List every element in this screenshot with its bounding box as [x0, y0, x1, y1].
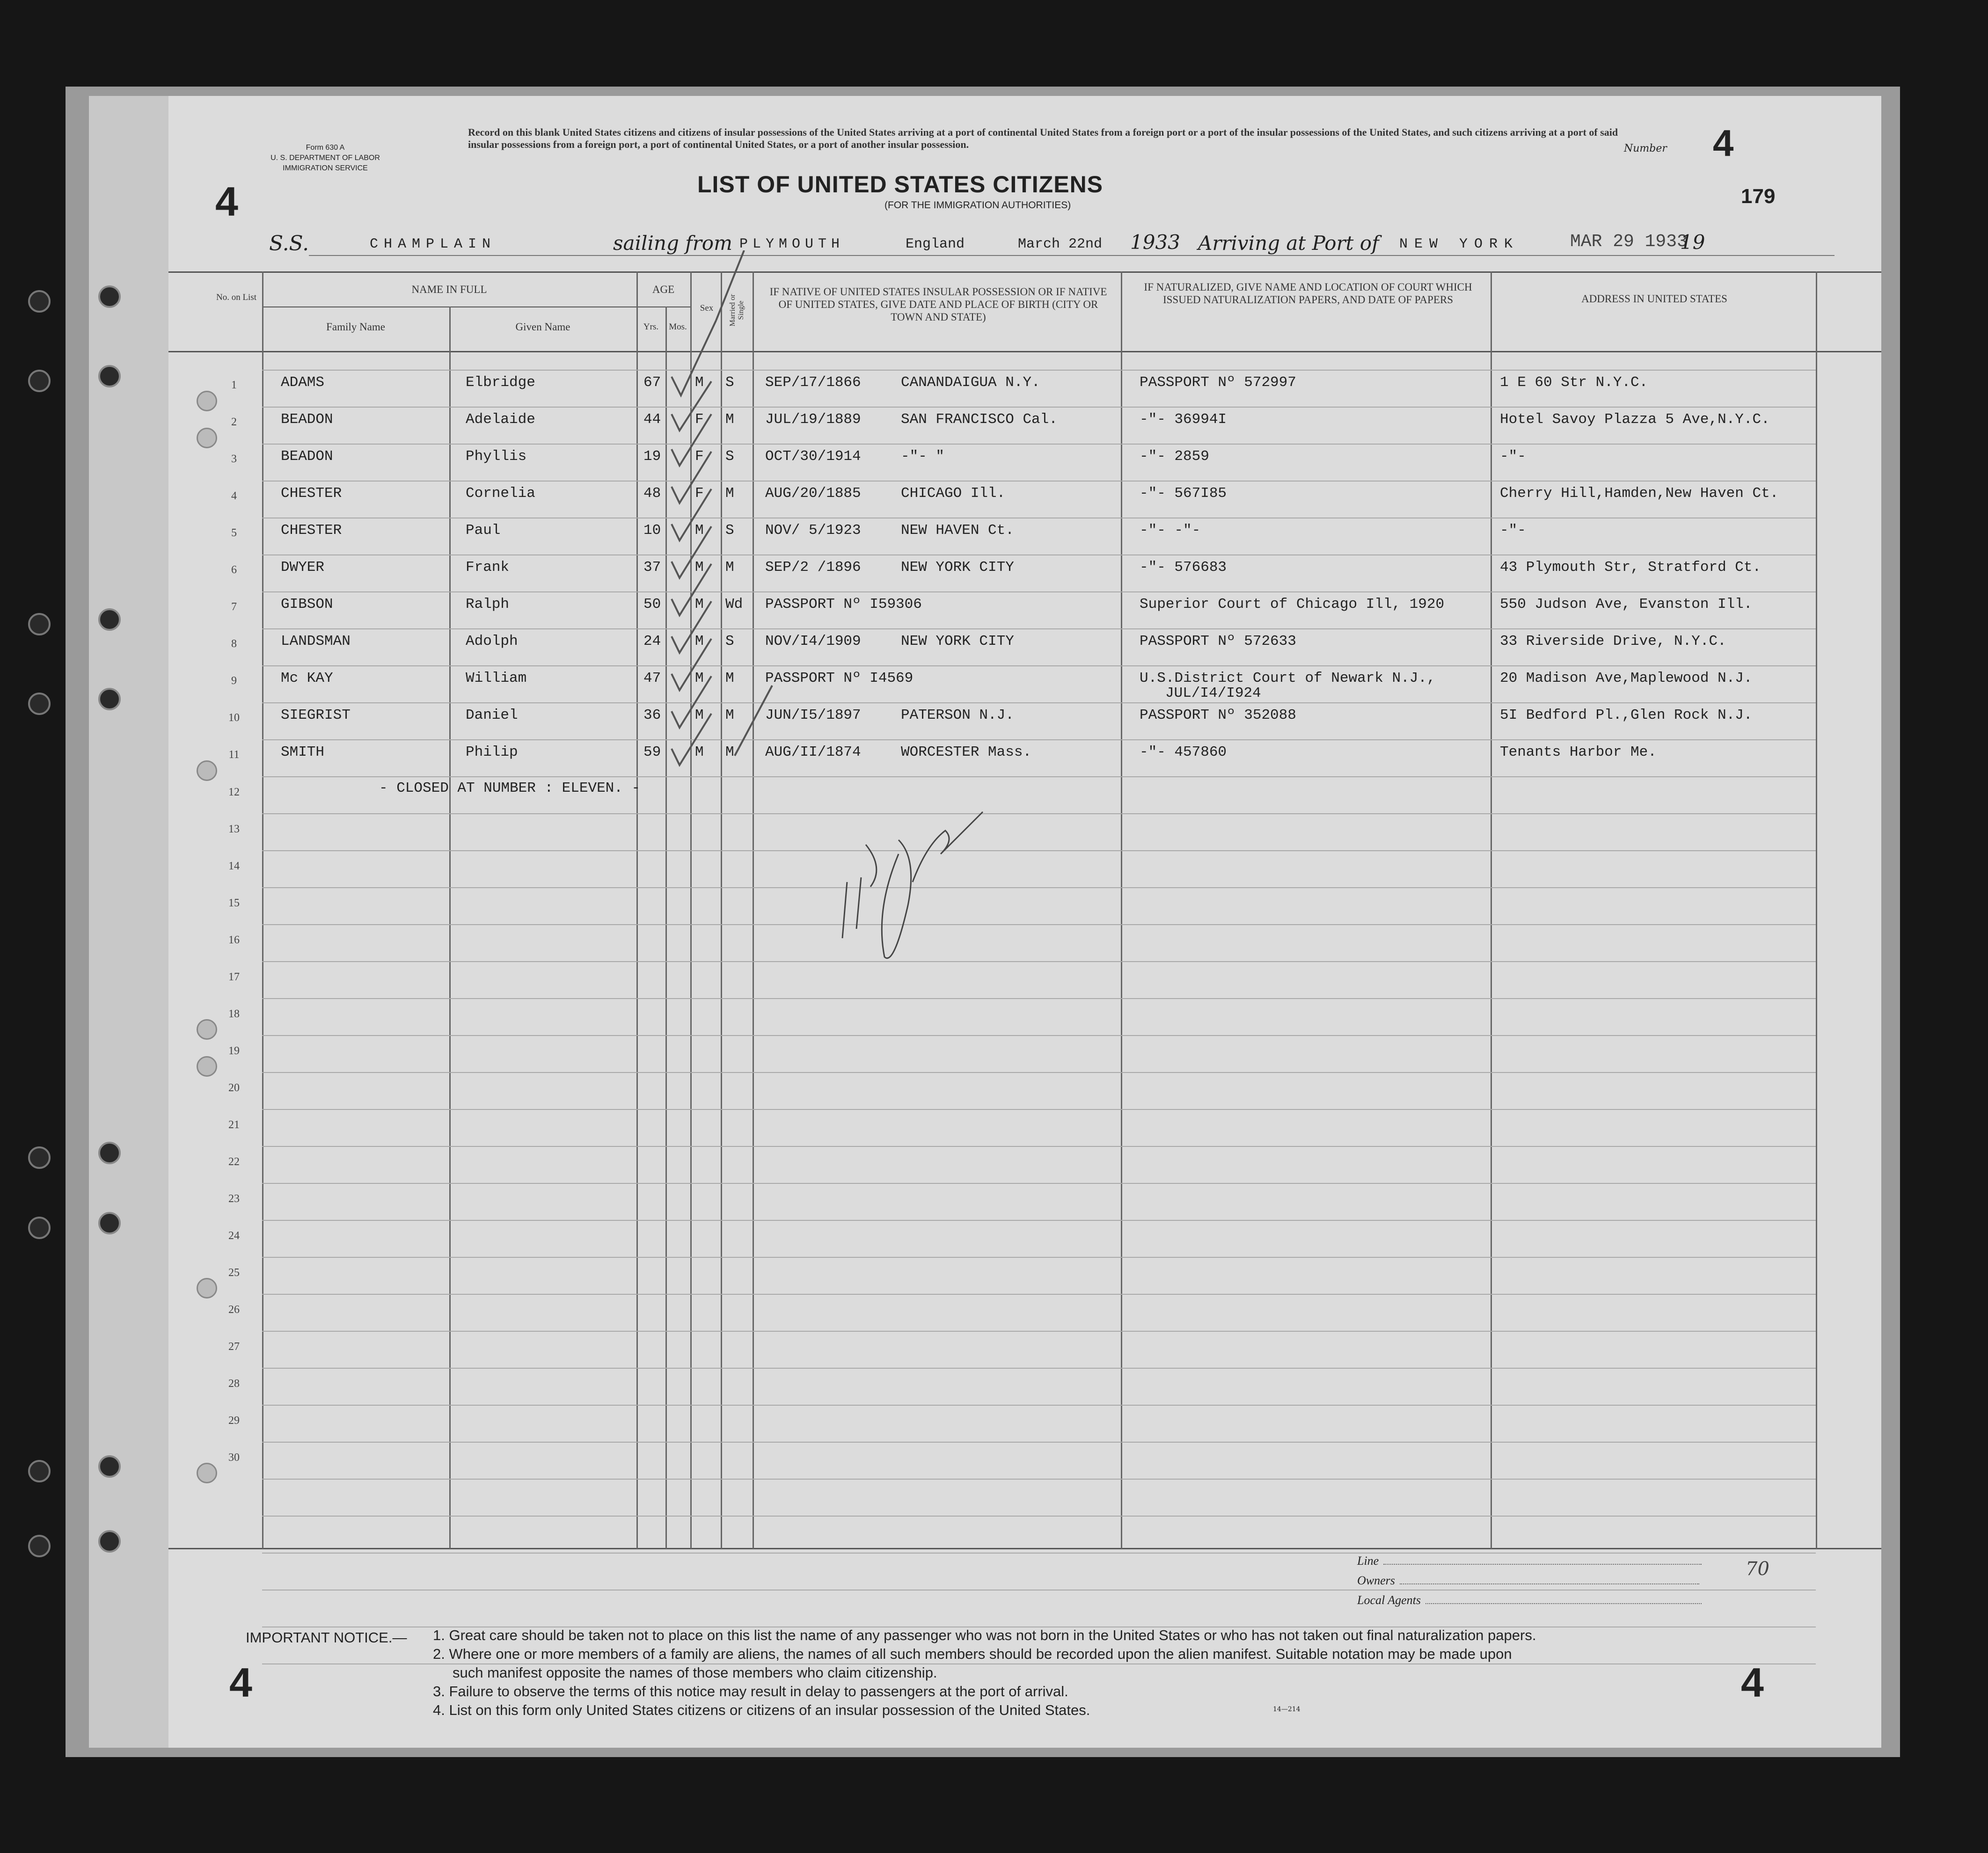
- header-birth: IF NATIVE OF UNITED STATES INSULAR POSSESSION OR IF NATIVE OF UNITED STATES, GIVE DATE AND PLACE OF BIRTH (CITY OR TOWN AND STATE): [769, 286, 1107, 323]
- field-owners-label: Owners: [1357, 1574, 1395, 1587]
- col-rule: [1491, 271, 1492, 1549]
- binder-hole: [28, 1146, 51, 1169]
- address: 5I Bedford Pl.,Glen Rock N.J.: [1500, 707, 1753, 723]
- ruled-line: [262, 370, 1816, 371]
- header-address: ADDRESS IN UNITED STATES: [1581, 293, 1727, 305]
- check-marks: [627, 250, 842, 845]
- given-name: Adolph: [466, 633, 518, 649]
- sex: M: [695, 707, 704, 723]
- family-name: Mc KAY: [281, 670, 333, 686]
- header-sex: Sex: [700, 303, 714, 313]
- birth-place: PATERSON N.J.: [901, 707, 1014, 723]
- row-number: 23: [228, 1193, 240, 1205]
- table-bottom-rule: [168, 1548, 1881, 1549]
- ruled-line: [262, 1331, 1816, 1332]
- notice-item: 4. List on this form only United States citizens or citizens of an insular possession of the United States.: [433, 1702, 1090, 1718]
- row-number: 26: [228, 1304, 240, 1316]
- number-value: 4: [1713, 122, 1734, 164]
- sailing-date: March 22nd: [1018, 236, 1103, 252]
- address: -"-: [1500, 522, 1526, 539]
- row-number: 15: [228, 897, 240, 909]
- ruled-line: [262, 1368, 1816, 1369]
- birth-date: NOV/ 5/1923: [765, 522, 861, 539]
- ruled-line: [262, 554, 1816, 555]
- row-number: 16: [228, 934, 240, 946]
- marital-status: M: [725, 559, 734, 576]
- ruled-line: [262, 850, 1816, 851]
- given-name: Elbridge: [466, 374, 535, 391]
- ruled-line: [262, 998, 1816, 999]
- row-number: 7: [231, 601, 237, 613]
- naturalization-date: JUL/I4/I924: [1165, 685, 1261, 701]
- header-bottom-rule: [168, 351, 1881, 352]
- ruled-line: [262, 887, 1816, 888]
- row-number: 9: [231, 675, 237, 687]
- voyage-underline: [309, 255, 1835, 256]
- header-no-on-list: No. on List: [216, 292, 257, 302]
- ruled-line: [262, 1072, 1816, 1073]
- field-owners-blank: [1400, 1583, 1699, 1584]
- naturalization: PASSPORT Nº 352088: [1140, 707, 1296, 723]
- age-years: 48: [643, 485, 661, 502]
- row-number: 3: [231, 453, 237, 465]
- row-number: 28: [228, 1378, 240, 1390]
- row-number: 20: [228, 1082, 240, 1094]
- row-number: 2: [231, 416, 237, 428]
- ruled-line: [262, 776, 1816, 777]
- ruled-line: [262, 1479, 1816, 1480]
- birth-place: NEW YORK CITY: [901, 559, 1014, 576]
- header-married-single: Married or Single: [729, 294, 745, 327]
- margin-circle: [197, 760, 217, 781]
- ruled-line: [262, 1405, 1816, 1406]
- marital-status: M: [725, 670, 734, 686]
- punch-hole: [98, 285, 121, 308]
- ruled-line: [262, 1220, 1816, 1221]
- address: 43 Plymouth Str, Stratford Ct.: [1500, 559, 1761, 576]
- row-number: 24: [228, 1230, 240, 1242]
- ruled-line: [262, 924, 1816, 925]
- handwritten-annotation: [828, 788, 997, 966]
- corner-number-bottom-right: 4: [1741, 1659, 1764, 1706]
- margin-circle: [197, 1019, 217, 1040]
- birth-date: JUN/I5/1897: [765, 707, 861, 723]
- given-name: Ralph: [466, 596, 510, 613]
- punch-hole: [98, 1212, 121, 1234]
- row-number: 11: [228, 749, 240, 761]
- form-id: [248, 143, 402, 174]
- family-name: BEADON: [281, 411, 333, 428]
- birth-date: PASSPORT Nº I59306: [765, 596, 922, 613]
- given-name: Philip: [466, 744, 518, 760]
- handwritten-corner-number: 70: [1746, 1558, 1769, 1580]
- address: Hotel Savoy Plazza 5 Ave,N.Y.C.: [1500, 411, 1770, 428]
- naturalization: -"- 457860: [1140, 744, 1227, 760]
- ruled-line: [262, 1442, 1816, 1443]
- sailing-label: sailing from: [613, 232, 732, 255]
- address: 33 Riverside Drive, N.Y.C.: [1500, 633, 1726, 649]
- birth-place: CHICAGO Ill.: [901, 485, 1006, 502]
- family-name: GIBSON: [281, 596, 333, 613]
- punch-hole: [98, 1455, 121, 1478]
- birth-date: NOV/I4/1909: [765, 633, 861, 649]
- family-name: SMITH: [281, 744, 325, 760]
- family-name: ADAMS: [281, 374, 325, 391]
- form-id-line: Form 630 A: [306, 144, 345, 152]
- page-number: 179: [1741, 185, 1776, 208]
- age-years: 10: [643, 522, 661, 539]
- ss-label: S.S.: [269, 232, 309, 255]
- age-years: 37: [643, 559, 661, 576]
- row-number: 22: [228, 1156, 240, 1168]
- age-years: 50: [643, 596, 661, 613]
- binder-hole: [28, 693, 51, 715]
- birth-place: CANANDAIGUA N.Y.: [901, 374, 1040, 391]
- birth-place: -"- ": [901, 448, 945, 465]
- marital-status: M: [725, 485, 734, 502]
- margin-circle: [197, 1278, 217, 1299]
- record-instructions: Record on this blank United States citizens and citizens of insular possessions of the United States arriving at a port of continental United States from a foreign port or a port of the insular possessions of the United States, and such citizens arriving at a port of said insular possessions from a foreign port, a port of continental United States, or a port of another insular possession.: [468, 126, 1618, 150]
- binder-hole: [28, 613, 51, 635]
- birth-date: SEP/2 /1896: [765, 559, 861, 576]
- birth-place: NEW HAVEN Ct.: [901, 522, 1014, 539]
- age-years: 67: [643, 374, 661, 391]
- arriving-label: Arriving at Port of: [1198, 232, 1379, 255]
- birth-date: JUL/19/1889: [765, 411, 861, 428]
- ruled-line: [262, 591, 1816, 592]
- form-subtitle: (FOR THE IMMIGRATION AUTHORITIES): [884, 200, 1071, 211]
- row-number: 19: [228, 1045, 240, 1057]
- row-number: 8: [231, 638, 237, 650]
- sex: M: [695, 744, 704, 760]
- address: Tenants Harbor Me.: [1500, 744, 1657, 760]
- header-age: AGE: [652, 284, 675, 295]
- given-name: Adelaide: [466, 411, 535, 428]
- row-number: 29: [228, 1415, 240, 1427]
- row-number: 17: [228, 971, 240, 983]
- ruled-line: [262, 628, 1816, 629]
- header-naturalized: IF NATURALIZED, GIVE NAME AND LOCATION OF COURT WHICH ISSUED NATURALIZATION PAPERS, AND DATE OF PAPERS: [1144, 281, 1472, 306]
- age-years: 59: [643, 744, 661, 760]
- arrival-port: NEW YORK: [1399, 236, 1520, 252]
- address: 1 E 60 Str N.Y.C.: [1500, 374, 1648, 391]
- family-name: LANDSMAN: [281, 633, 351, 649]
- marital-status: M: [725, 411, 734, 428]
- sailing-year: 1933: [1130, 231, 1180, 254]
- form-id-line: U. S. DEPARTMENT OF LABOR: [270, 154, 380, 162]
- margin-circle: [197, 428, 217, 448]
- row-number: 6: [231, 564, 237, 576]
- col-rule: [1121, 271, 1122, 1549]
- address: 20 Madison Ave,Maplewood N.J.: [1500, 670, 1753, 686]
- birth-date: SEP/17/1866: [765, 374, 861, 391]
- ruled-line: [262, 1035, 1816, 1036]
- col-rule: [449, 306, 451, 1549]
- naturalization: U.S.District Court of Newark N.J.,: [1140, 670, 1436, 686]
- row-number: 10: [228, 712, 240, 724]
- birth-date: OCT/30/1914: [765, 448, 861, 465]
- given-name: Cornelia: [466, 485, 535, 502]
- row-number: 27: [228, 1341, 240, 1353]
- age-years: 36: [643, 707, 661, 723]
- sex: F: [695, 411, 704, 428]
- age-years: 24: [643, 633, 661, 649]
- punch-hole: [98, 365, 121, 387]
- row-number: 14: [228, 860, 240, 872]
- row-number: 1: [231, 379, 237, 391]
- row-number: 25: [228, 1267, 240, 1279]
- punch-hole: [98, 1142, 121, 1164]
- family-name: CHESTER: [281, 485, 342, 502]
- form-code: 14—214: [1273, 1706, 1301, 1713]
- notice-item: such manifest opposite the names of those members who claim citizenship.: [453, 1664, 937, 1681]
- binder-hole: [28, 370, 51, 392]
- birth-place: SAN FRANCISCO Cal.: [901, 411, 1058, 428]
- address: -"-: [1500, 448, 1526, 465]
- naturalization: PASSPORT Nº 572633: [1140, 633, 1296, 649]
- birth-date: AUG/20/1885: [765, 485, 861, 502]
- sex: M: [695, 374, 704, 391]
- naturalization: -"- 2859: [1140, 448, 1209, 465]
- naturalization: -"- 36994I: [1140, 411, 1227, 428]
- notice-item: 1. Great care should be taken not to place on this list the name of any passenger who was not born in the United States or who has not taken out final naturalization papers.: [433, 1627, 1536, 1643]
- given-name: Phyllis: [466, 448, 527, 465]
- notice-item: 3. Failure to observe the terms of this notice may result in delay to passengers at the port of arrival.: [433, 1683, 1068, 1700]
- year-suffix: 19: [1680, 231, 1705, 254]
- row-number: 5: [231, 527, 237, 539]
- header-family-name: Family Name: [326, 321, 385, 333]
- number-label: Number: [1624, 143, 1667, 154]
- field-agents-label: Local Agents: [1357, 1593, 1421, 1607]
- family-name: CHESTER: [281, 522, 342, 539]
- age-years: 47: [643, 670, 661, 686]
- col-rule: [262, 271, 263, 1549]
- notice-items: [433, 1626, 1536, 1720]
- row-number: 13: [228, 823, 240, 835]
- marital-status: S: [725, 633, 734, 649]
- given-name: Daniel: [466, 707, 518, 723]
- field-agents-blank: [1425, 1603, 1702, 1604]
- ruled-line: [262, 444, 1816, 445]
- marital-status: S: [725, 374, 734, 391]
- sex: M: [695, 633, 704, 649]
- row-number: 30: [228, 1452, 240, 1464]
- ruled-line: [262, 1109, 1816, 1110]
- corner-number-top-left: 4: [215, 178, 238, 225]
- ruled-line: [262, 961, 1816, 962]
- header-mos: Mos.: [669, 322, 687, 332]
- form-title: LIST OF UNITED STATES CITIZENS: [697, 171, 1104, 197]
- sex: M: [695, 559, 704, 576]
- header-yrs: Yrs.: [643, 322, 659, 332]
- sex: F: [695, 485, 704, 502]
- address: 550 Judson Ave, Evanston Ill.: [1500, 596, 1753, 613]
- punch-hole: [98, 688, 121, 710]
- ruled-line: [262, 739, 1816, 740]
- row-number: 18: [228, 1008, 240, 1020]
- manifest-page: [89, 96, 1881, 1748]
- row-number: 4: [231, 490, 237, 502]
- punch-hole: [98, 608, 121, 631]
- left-margin: [89, 96, 168, 1748]
- margin-circle: [197, 391, 217, 411]
- given-name: William: [466, 670, 527, 686]
- binder-hole: [28, 1460, 51, 1482]
- sex: M: [695, 522, 704, 539]
- marital-status: M: [725, 744, 734, 760]
- form-id-line: IMMIGRATION SERVICE: [283, 164, 368, 172]
- naturalization: -"- 567I85: [1140, 485, 1227, 502]
- notice-heading: IMPORTANT NOTICE.—: [246, 1629, 407, 1646]
- margin-circle: [197, 1056, 217, 1077]
- address: Cherry Hill,Hamden,New Haven Ct.: [1500, 485, 1779, 502]
- header-given-name: Given Name: [515, 321, 570, 333]
- corner-number-bottom-left: 4: [229, 1659, 252, 1706]
- ruled-line: [262, 813, 1816, 814]
- ruled-line: [262, 1516, 1816, 1517]
- birth-place: NEW YORK CITY: [901, 633, 1014, 649]
- family-name: DWYER: [281, 559, 325, 576]
- ship-name: CHAMPLAIN: [370, 236, 497, 252]
- marital-status: Wd: [725, 596, 743, 613]
- naturalization: Superior Court of Chicago Ill, 1920: [1140, 596, 1445, 613]
- ruled-line: [262, 1257, 1816, 1258]
- row-number: 12: [228, 786, 240, 798]
- sex: M: [695, 670, 704, 686]
- table-top-rule: [168, 271, 1881, 273]
- naturalization: -"- 576683: [1140, 559, 1227, 576]
- marital-status: S: [725, 522, 734, 539]
- birth-date: PASSPORT Nº I4569: [765, 670, 914, 686]
- ruled-line: [262, 1294, 1816, 1295]
- ruled-line: [262, 1183, 1816, 1184]
- ruled-line: [262, 702, 1816, 703]
- marital-status: M: [725, 707, 734, 723]
- family-name: BEADON: [281, 448, 333, 465]
- naturalization: -"- -"-: [1140, 522, 1201, 539]
- ruled-line: [262, 1146, 1816, 1147]
- naturalization: PASSPORT Nº 572997: [1140, 374, 1296, 391]
- birth-date: AUG/II/1874: [765, 744, 861, 760]
- marital-status: S: [725, 448, 734, 465]
- family-name: SIEGRIST: [281, 707, 351, 723]
- punch-hole: [98, 1530, 121, 1553]
- sex: M: [695, 596, 704, 613]
- notice-item: 2. Where one or more members of a family are aliens, the names of all such members should be recorded upon the alien manifest. Suitable notation may be made upon: [433, 1646, 1512, 1662]
- ruled-line: [262, 407, 1816, 408]
- arrival-date-stamp: MAR 29 1933: [1570, 232, 1688, 252]
- field-line-blank: [1383, 1564, 1702, 1565]
- row-number: 21: [228, 1119, 240, 1131]
- sex: F: [695, 448, 704, 465]
- header-name-in-full: NAME IN FULL: [411, 284, 487, 295]
- from-country: England: [906, 236, 965, 252]
- col-rule: [1816, 271, 1817, 1549]
- ruled-line: [262, 665, 1816, 666]
- closed-note: - CLOSED AT NUMBER : ELEVEN. -: [379, 780, 641, 796]
- from-port: PLYMOUTH: [739, 236, 845, 252]
- margin-circle: [197, 1463, 217, 1483]
- age-years: 44: [643, 411, 661, 428]
- binder-hole: [28, 1217, 51, 1239]
- given-name: Paul: [466, 522, 501, 539]
- age-years: 19: [643, 448, 661, 465]
- footer-fields: [1357, 1551, 1702, 1610]
- birth-place: WORCESTER Mass.: [901, 744, 1032, 760]
- binder-hole: [28, 1535, 51, 1557]
- binder-hole: [28, 290, 51, 313]
- field-line-label: Line: [1357, 1554, 1379, 1568]
- given-name: Frank: [466, 559, 510, 576]
